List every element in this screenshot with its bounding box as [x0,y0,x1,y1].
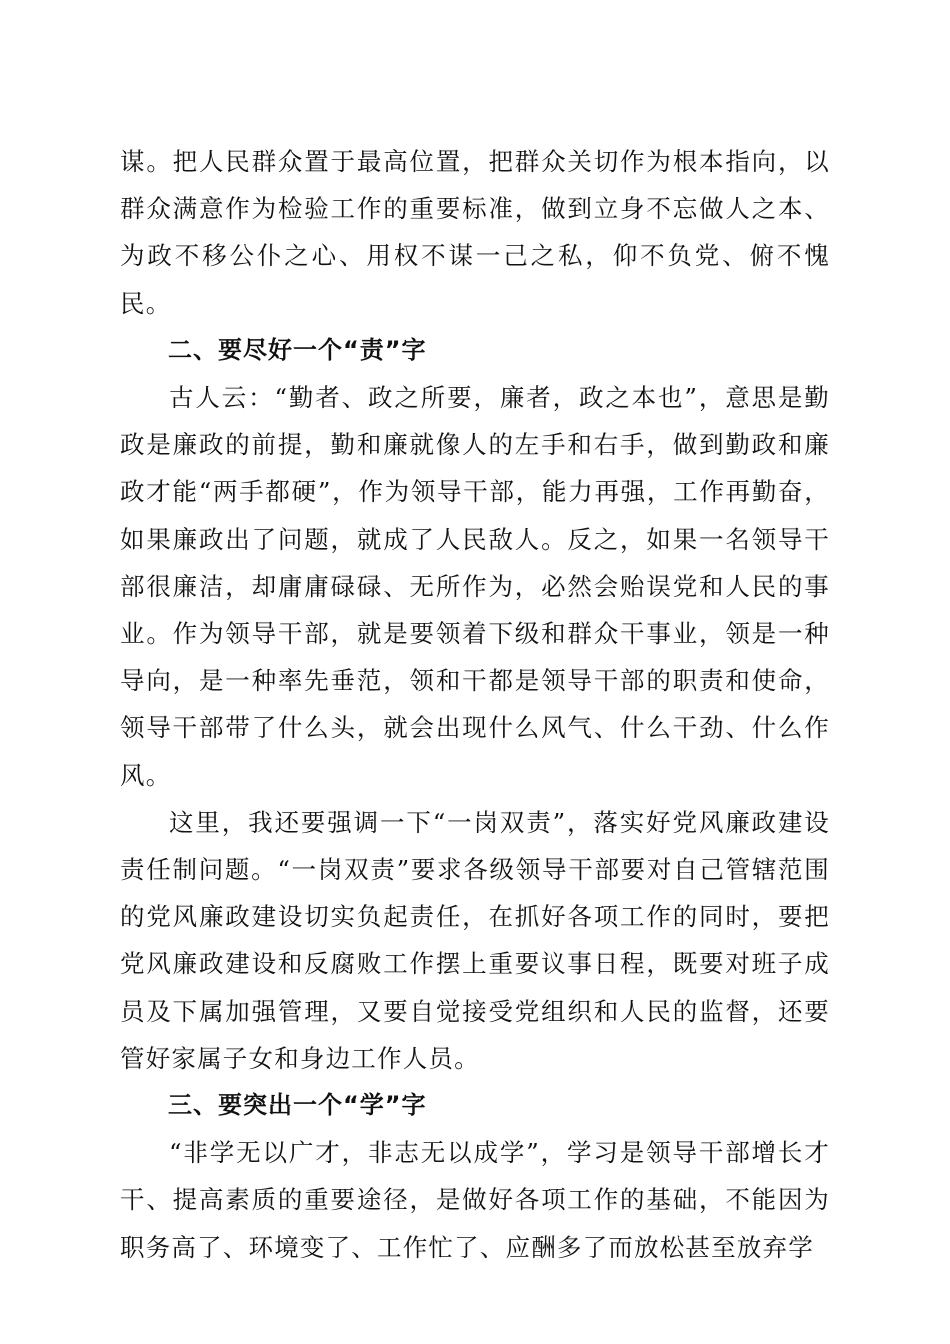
paragraph-diligence-integrity: 古人云：“勤者、政之所要，廉者，政之本也”，意思是勤政是廉政的前提，勤和廉就像人的左手和右手，做到勤政和廉政才能“两手都硬”，作为领导干部，能力再强，工作再勤奋，如果廉政出了问题，就成了人民敌人。反之，如果一名领导干部很廉洁，却庸庸碌碌、无所作为，必然会贻误党和人民的事业。作为领导干部，就是要领着下级和群众干事业，领是一种导向，是一种率先垂范，领和干都是领导干部的职责和使命，领导干部带了什么头，就会出现什么风气、什么干劲、什么作风。 [120,383,830,790]
section-heading-learning: 三、要突出一个“学”字 [168,1091,427,1120]
section-heading-responsibility: 二、要尽好一个“责”字 [168,335,427,364]
paragraph-one-post-two-duties: 这里，我还要强调一下“一岗双责”，落实好党风廉政建设责任制问题。“一岗双责”要求各级领导干部要对自己管辖范围的党风廉政建设切实负起责任，在抓好各项工作的同时，要把党风廉政建设和反腐败工作摆上重要议事日程，既要对班子成员及下属加强管理，又要自觉接受党组织和人民的监督，还要管好家属子女和身边工作人员。 [120,807,830,1073]
document-body [120,138,830,1271]
paragraph-learning: “非学无以广才，非志无以成学”，学习是领导干部增长才干、提高素质的重要途径，是做好各项工作的基础，不能因为职务高了、环境变了、工作忙了、应酬多了而放松甚至放弃学 [120,1138,830,1262]
paragraph-continuation: 谋。把人民群众置于最高位置，把群众关切作为根本指向，以群众满意作为检验工作的重要标准，做到立身不忘做人之本、为政不移公仆之心、用权不谋一己之私，仰不负党、俯不愧民。 [120,147,830,318]
